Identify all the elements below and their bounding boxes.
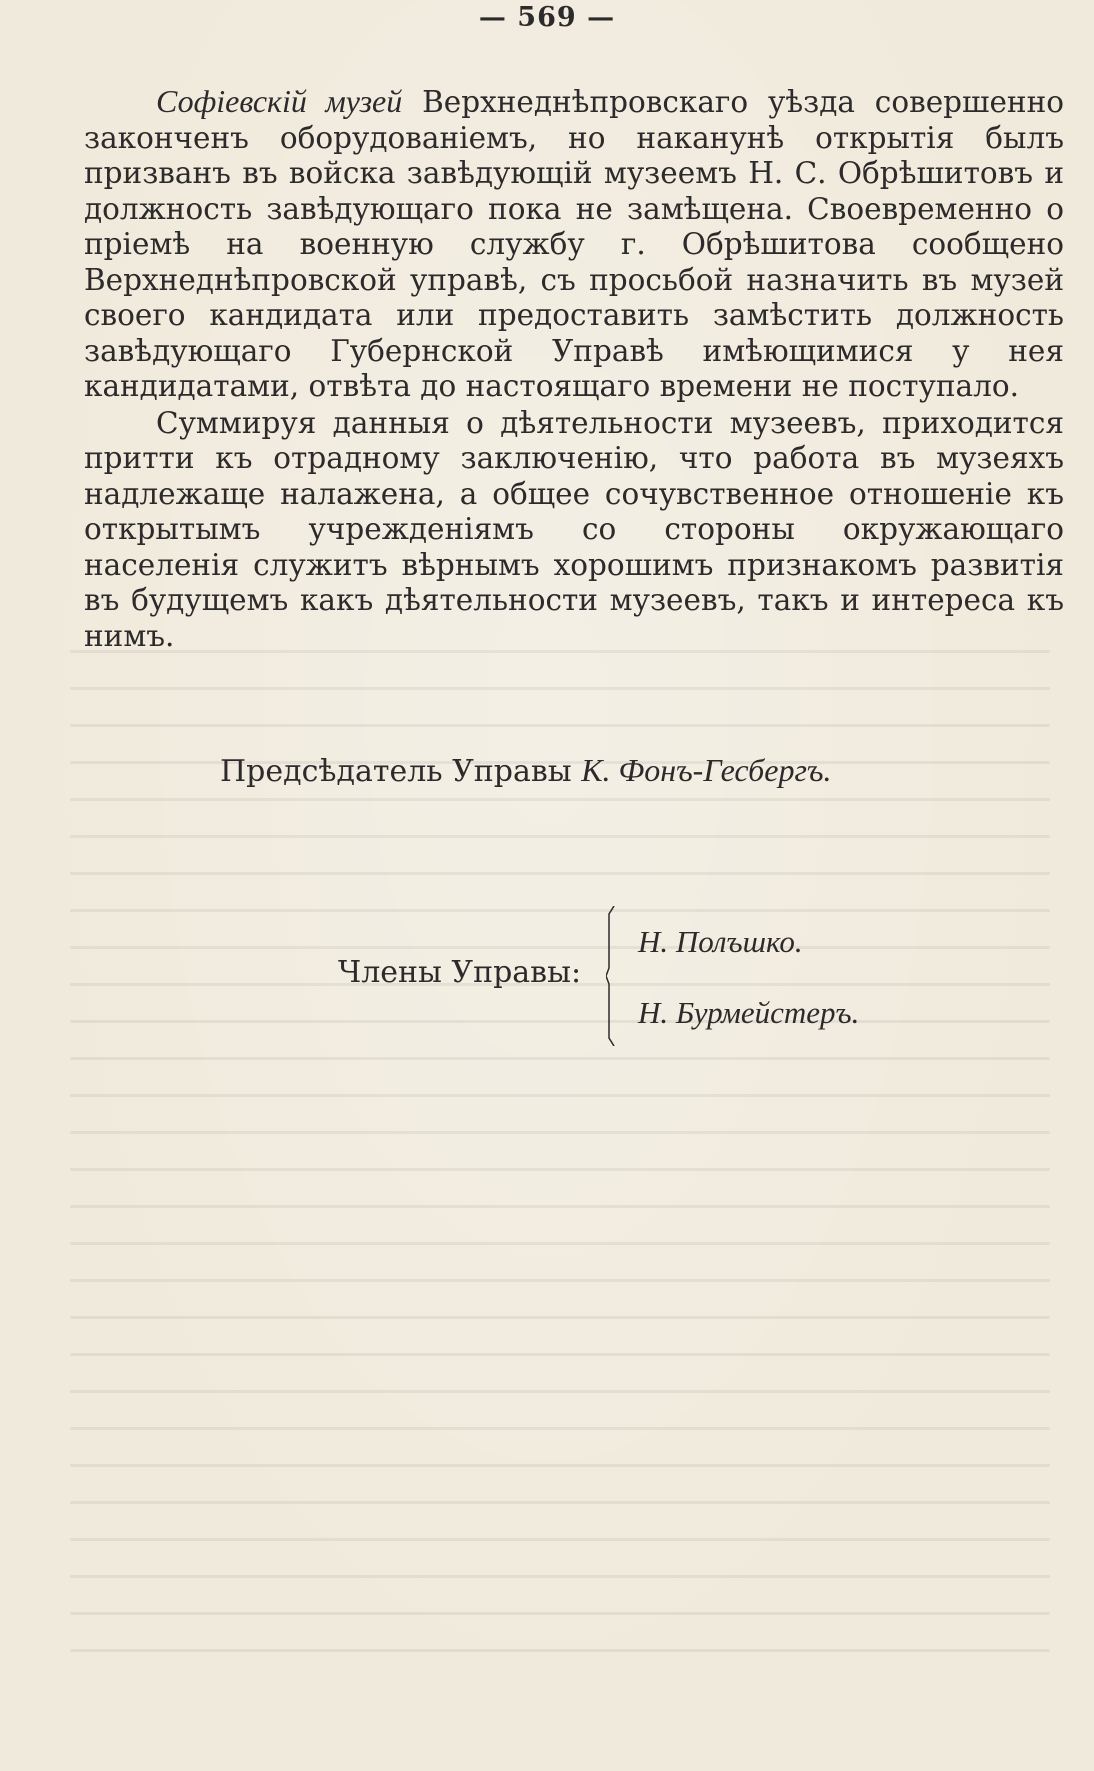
chairman-label: Предсѣдатель Управы (220, 754, 572, 789)
members-brace (606, 906, 616, 1046)
body-text (84, 84, 1064, 654)
bleed-through-text (70, 650, 1050, 1700)
paragraph-museum-status (84, 84, 1064, 405)
member-signature: Н. Бурмейстеръ. (638, 995, 860, 1030)
page-number: — 569 — (478, 2, 616, 33)
members-label: Члены Управы: (338, 955, 582, 990)
paragraph-text: Суммируя данныя о дѣятельности музеевъ, приходится притти къ отрадному заключенію, что работа въ музеяхъ надлежаще налажена, а общее сочувственное отношеніе къ открытымъ учрежденіямъ со стороны окружающаго населенія служитъ вѣрнымъ хорошимъ признакомъ развитія въ будущемъ какъ дѣятельности музеевъ, такъ и интереса къ нимъ. (84, 405, 1064, 653)
museum-name: Софіевскій музей (156, 83, 403, 119)
paragraph-text: Верхнеднѣпровскаго уѣзда совершенно законченъ оборудованіемъ, но наканунѣ открытія былъ призванъ въ войска завѣдующій музеемъ Н. С. Обрѣшитовъ и должность завѣдующаго пока не замѣщена. Своевременно о пріемѣ на военную службу г. Обрѣшитова сообщено Верхнеднѣпровской управѣ, съ просьбой назначить въ музей своего кандидата или предоставить замѣстить должность завѣдующаго Губернской Управѣ имѣющимися у нея кандидатами, отвѣта до настоящаго времени не поступало. (84, 85, 1064, 403)
paragraph-summary (84, 406, 1064, 655)
member-signature: Н. Полъшко. (638, 924, 803, 959)
chairman-signature: К. Фонъ-Гесбергъ. (581, 752, 832, 788)
chairman-signature-line (220, 752, 832, 789)
